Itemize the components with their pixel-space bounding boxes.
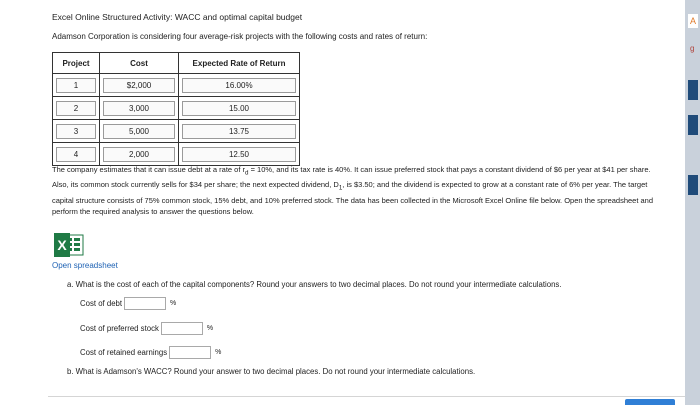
- sidebar-tab[interactable]: [688, 80, 698, 100]
- divider: [48, 396, 685, 397]
- sidebar-marker: g: [690, 44, 695, 53]
- paragraph-part: The company estimates that it can issue debt at a rate of r: [52, 165, 246, 174]
- rate-cell: [179, 97, 300, 120]
- question-b: b. What is Adamson's WACC? Round your answer to two decimal places. Do not round your intermediate calculations.: [67, 367, 476, 376]
- cost-of-preferred-input[interactable]: [161, 322, 203, 335]
- subscript-d: d: [245, 169, 249, 177]
- paragraph-part: , is $3.50; and the dividend is expected to grow at a constant rate of 6% per year. The target capital structure consists of 75% common stock, 15% debt, and 10% preferred stock. The data has been collected in the Microsoft Excel Online file below. Open the spreadsheet and perform the required analysis to answer the questions below.: [52, 180, 654, 217]
- table-row: [53, 97, 300, 120]
- percent-unit: %: [170, 300, 177, 307]
- table-row: [53, 143, 300, 166]
- cost-of-preferred-label: Cost of preferred stock: [80, 324, 159, 333]
- right-sidebar: [685, 0, 700, 405]
- excel-icon-letter: X: [57, 237, 67, 253]
- header-project: Project: [53, 53, 100, 74]
- cost-of-preferred-row: [80, 322, 213, 335]
- cost-of-retained-label: Cost of retained earnings: [80, 348, 168, 357]
- sidebar-tab[interactable]: [688, 115, 698, 135]
- project-value: 3: [56, 124, 96, 139]
- cost-of-debt-input[interactable]: [124, 297, 166, 310]
- project-cell: [53, 74, 100, 97]
- bottom-action-button[interactable]: [625, 399, 675, 405]
- rate-cell: [179, 143, 300, 166]
- table-header-row: [53, 53, 300, 74]
- rate-value: 15.00: [182, 101, 296, 116]
- projects-table: [52, 52, 300, 166]
- percent-unit: %: [206, 325, 214, 332]
- problem-paragraph: [52, 164, 662, 218]
- activity-title: Excel Online Structured Activity: WACC and optimal capital budget: [52, 12, 303, 22]
- project-value: 4: [56, 147, 96, 162]
- cost-of-debt-row: [80, 297, 176, 310]
- sidebar-letter[interactable]: A: [689, 16, 696, 26]
- header-cost: Cost: [100, 53, 179, 74]
- question-a: a. What is the cost of each of the capital components? Round your answers to two decimal places. Do not round your intermediate calculations.: [67, 280, 562, 289]
- paragraph-part: = 10%, and its tax rate is 40%. It can issue preferred stock that pays a constant dividend of $6 per year at $41 per share. Also, its common stock currently sells for $34 per share; the next expected dividend, D: [52, 165, 651, 190]
- cost-value: $2,000: [103, 78, 175, 93]
- rate-cell: [179, 120, 300, 143]
- rate-value: 12.50: [182, 147, 296, 162]
- intro-text: Adamson Corporation is considering four average-risk projects with the following costs and rates of return:: [52, 32, 428, 41]
- cost-value: 2,000: [103, 147, 175, 162]
- open-spreadsheet-link[interactable]: Open spreadsheet: [52, 261, 118, 270]
- project-cell: [53, 97, 100, 120]
- table-row: [53, 120, 300, 143]
- cost-value: 3,000: [103, 101, 175, 116]
- cost-cell: [100, 143, 179, 166]
- project-value: 1: [56, 78, 96, 93]
- cost-cell: [100, 120, 179, 143]
- cost-cell: [100, 74, 179, 97]
- cost-of-debt-label: Cost of debt: [80, 299, 123, 308]
- excel-icon[interactable]: [54, 233, 84, 257]
- rate-cell: [179, 74, 300, 97]
- rate-value: 13.75: [182, 124, 296, 139]
- project-cell: [53, 143, 100, 166]
- cost-of-retained-row: [80, 346, 221, 359]
- project-value: 2: [56, 101, 96, 116]
- project-cell: [53, 120, 100, 143]
- rate-value: 16.00%: [182, 78, 296, 93]
- sidebar-tab[interactable]: [688, 175, 698, 195]
- header-rate: Expected Rate of Return: [179, 53, 300, 74]
- percent-unit: %: [215, 349, 222, 356]
- cost-of-retained-input[interactable]: [169, 346, 211, 359]
- table-row: [53, 74, 300, 97]
- subscript-1: 1: [338, 184, 343, 192]
- cost-value: 5,000: [103, 124, 175, 139]
- cost-cell: [100, 97, 179, 120]
